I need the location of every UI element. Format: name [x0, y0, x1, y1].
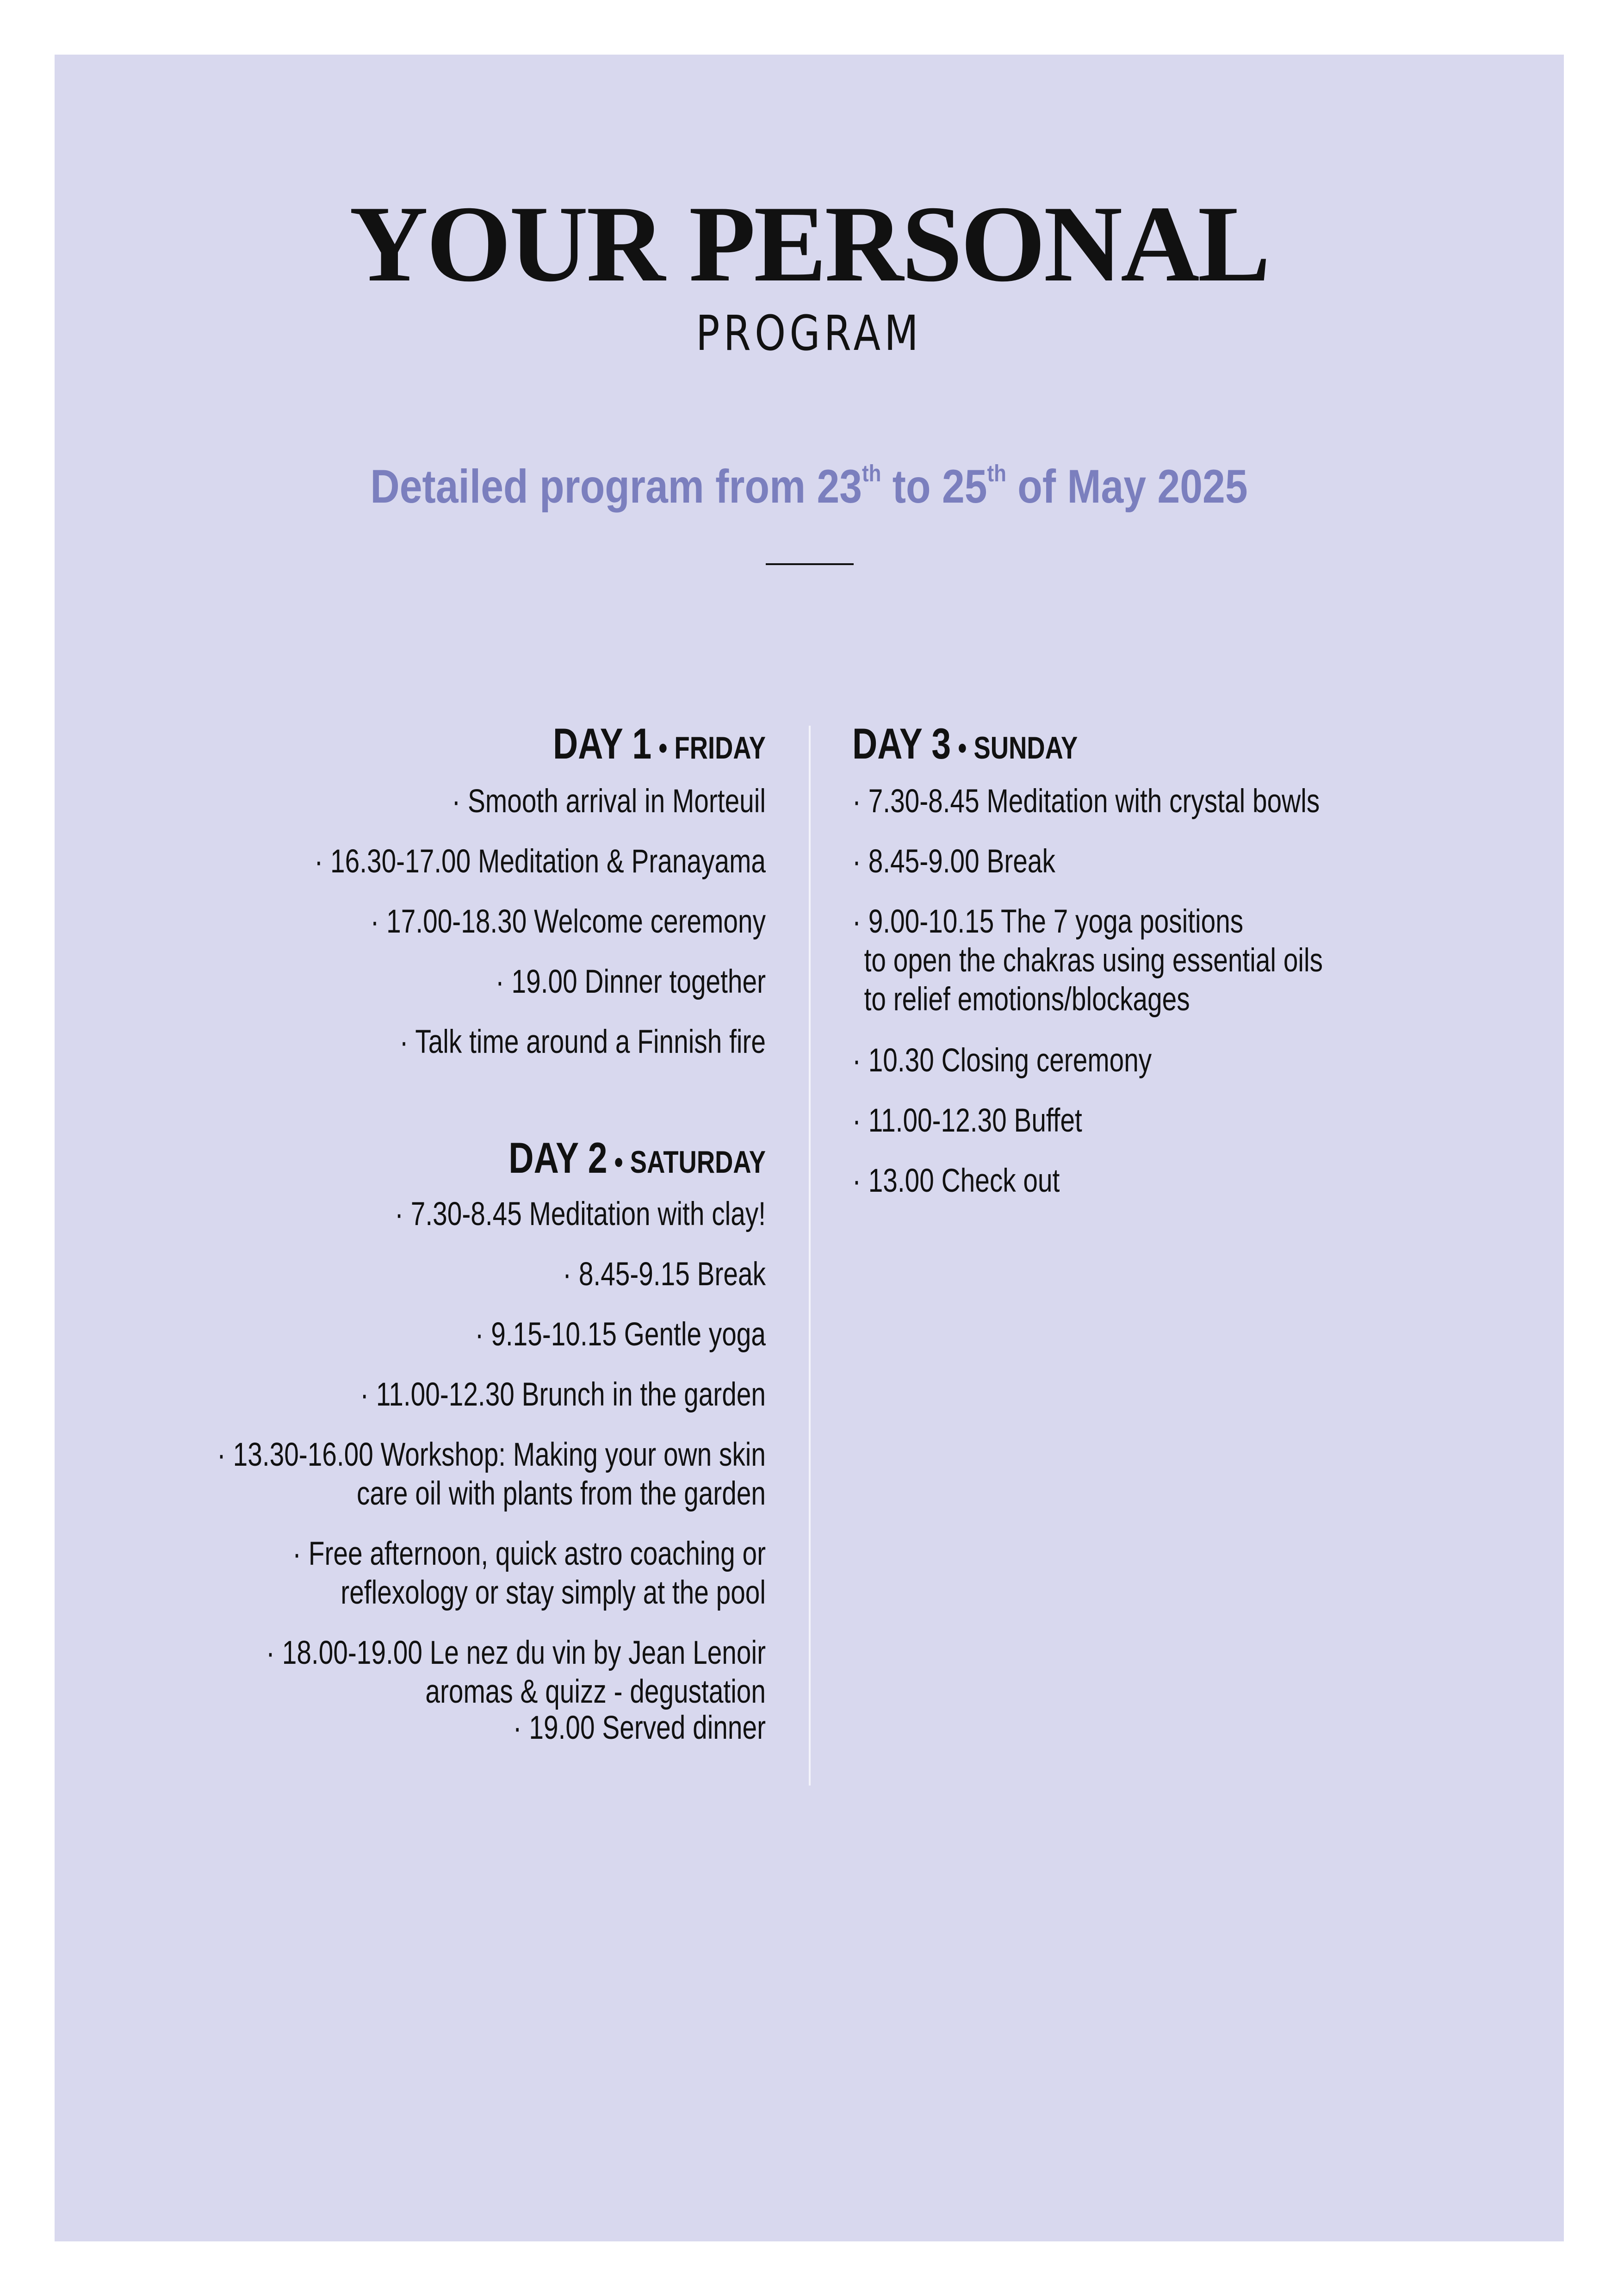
day1-item [496, 963, 766, 1002]
day2-item-text: aromas & quizz - degustation [425, 1674, 766, 1710]
page-subtitle: PROGRAM [695, 305, 923, 361]
day2-item-text: · 9.15-10.15 Gentle yoga [475, 1316, 766, 1353]
day1-item-text: · 19.00 Dinner together [495, 964, 766, 1000]
day1-item [452, 782, 766, 821]
day2-item [513, 1709, 766, 1748]
day3-section [852, 719, 1546, 768]
day2-item [475, 1315, 766, 1354]
day3-item-text: · 13.00 Check out [852, 1163, 1060, 1199]
day3-item-text: · 10.30 Closing ceremony [852, 1042, 1152, 1079]
day2-item-text: · 19.00 Served dinner [513, 1710, 766, 1746]
day3-item-text: to open the chakras using essential oils [864, 942, 1323, 979]
day1-item [400, 1023, 766, 1062]
day2-heading: DAY 2 • SATURDAY [508, 1133, 766, 1182]
day3-item-text: · 8.45-9.00 Break [852, 843, 1055, 880]
day1-item [370, 902, 766, 941]
day2-item [217, 1436, 766, 1513]
page-title: YOUR PERSONAL [349, 184, 1269, 305]
day2-item-text: reflexology or stay simply at the pool [341, 1574, 766, 1611]
day2-item-text: care oil with plants from the garden [356, 1475, 766, 1512]
day3-item-text: to relief emotions/blockages [864, 981, 1190, 1018]
day3-item-text: · 9.00-10.15 The 7 yoga positions [852, 903, 1244, 940]
day2-item [395, 1195, 766, 1234]
day3-item [852, 1101, 1082, 1140]
day3-item-text: · 11.00-12.30 Buffet [852, 1102, 1082, 1139]
day3-heading: DAY 3 • SUNDAY [852, 719, 1078, 768]
day2-item [563, 1255, 766, 1294]
day2-item [292, 1535, 766, 1612]
day2-item-text: · Free afternoon, quick astro coaching or [292, 1536, 766, 1572]
column-divider [809, 726, 811, 1786]
day2-item [266, 1634, 766, 1711]
day3-item [852, 902, 1323, 1019]
day3-item-text: · 7.30-8.45 Meditation with crystal bowls [852, 783, 1320, 820]
day1-item-text: · Talk time around a Finnish fire [399, 1024, 766, 1060]
title-underline [766, 563, 854, 565]
day3-item [852, 782, 1320, 821]
day3-list [852, 782, 1546, 1245]
day1-item-text: · Smooth arrival in Morteuil [452, 783, 766, 820]
day3-item [852, 1041, 1152, 1080]
day1-section [139, 719, 766, 768]
program-dates: Detailed program from 23th to 25th of May 2025 [370, 460, 1248, 513]
day1-list [139, 782, 766, 1106]
day2-list [139, 1195, 766, 1797]
day2-item-text: · 11.00-12.30 Brunch in the garden [360, 1376, 766, 1413]
day2-item [360, 1375, 766, 1414]
day1-item [314, 842, 766, 881]
day2-item-text: · 13.30-16.00 Workshop: Making your own skin [217, 1437, 766, 1473]
day2-item-text: · 8.45-9.15 Break [563, 1256, 766, 1293]
day3-item [852, 1162, 1060, 1201]
day2-item-text: · 18.00-19.00 Le nez du vin by Jean Lenoir [266, 1635, 766, 1671]
day2-item-text: · 7.30-8.45 Meditation with clay! [395, 1196, 766, 1232]
day1-item-text: · 17.00-18.30 Welcome ceremony [370, 903, 766, 940]
day3-item [852, 842, 1055, 881]
day1-item-text: · 16.30-17.00 Meditation & Pranayama [314, 843, 766, 880]
day2-section [139, 1133, 766, 1182]
day1-heading: DAY 1 • FRIDAY [552, 719, 766, 768]
